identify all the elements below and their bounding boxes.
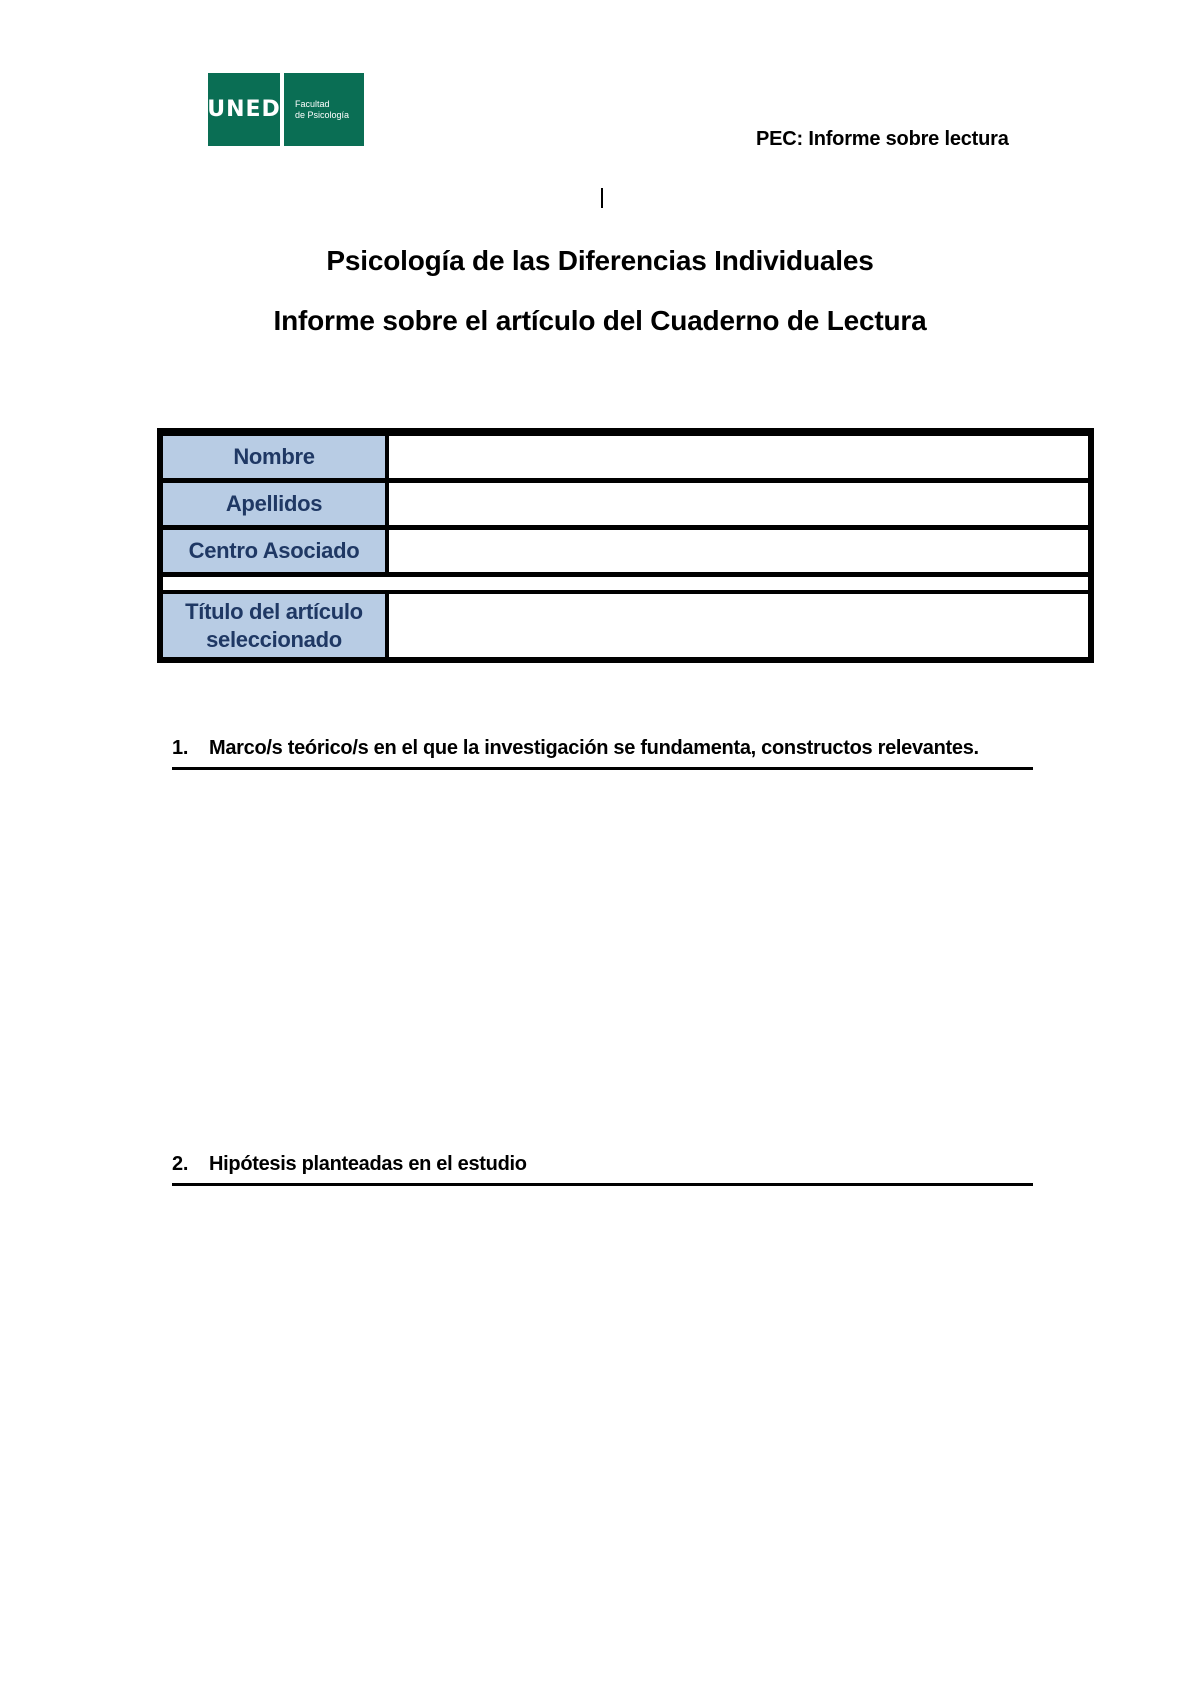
table-row-titulo-articulo (163, 594, 1088, 657)
faculty-logo-block (284, 73, 364, 146)
document-header-label: PEC: Informe sobre lectura (756, 128, 1009, 150)
field-apellidos[interactable] (389, 483, 1088, 525)
table-row-centro-asociado (163, 530, 1088, 572)
field-titulo-articulo[interactable] (389, 594, 1088, 657)
section-2-number: 2. (172, 1153, 189, 1175)
section-1-divider (172, 767, 1033, 770)
faculty-line1: Facultad (295, 98, 330, 109)
uned-logo-mark (208, 73, 280, 146)
field-nombre[interactable] (389, 436, 1088, 478)
label-apellidos: Apellidos (163, 483, 385, 525)
table-spacer-row (163, 577, 1088, 590)
label-nombre: Nombre (163, 436, 385, 478)
section-1-number: 1. (172, 737, 189, 759)
field-centro-asociado[interactable] (389, 530, 1088, 572)
label-centro-asociado: Centro Asociado (163, 530, 385, 572)
section-1-title: Marco/s teórico/s en el que la investigación se fundamenta, constructos relevantes. (209, 737, 979, 759)
document-subtitle: Informe sobre el artículo del Cuaderno de Lectura (273, 305, 927, 336)
student-info-table (157, 428, 1094, 663)
section-2-title: Hipótesis planteadas en el estudio (209, 1153, 527, 1175)
section-2-heading (172, 1153, 1032, 1176)
table-row-nombre (163, 436, 1088, 478)
uned-logo (208, 73, 364, 146)
logo-brand-text: UNED (207, 97, 281, 122)
table-row-apellidos (163, 483, 1088, 525)
section-1-heading (172, 737, 1032, 760)
section-1-answer-area[interactable] (172, 780, 1033, 1140)
section-2-answer-area[interactable] (172, 1196, 1033, 1646)
text-cursor-mark (601, 188, 603, 208)
document-title: Psicología de las Diferencias Individuales (326, 245, 874, 276)
section-2-divider (172, 1183, 1033, 1186)
label-titulo-articulo: Título del artículo seleccionado (163, 594, 385, 657)
faculty-line2: de Psicología (295, 109, 350, 120)
